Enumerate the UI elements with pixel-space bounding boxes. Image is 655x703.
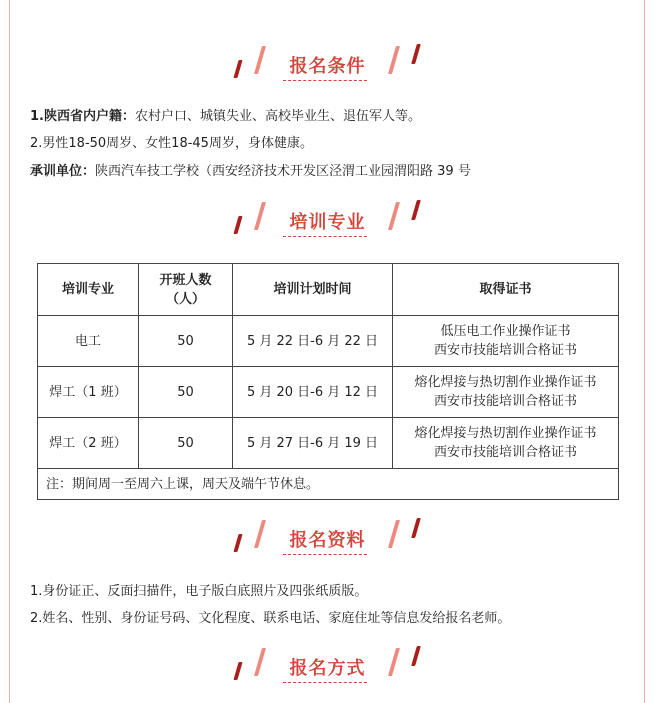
cert-line: 西安市技能培训合格证书: [433, 394, 577, 409]
condition-line-2: 2.男性18-50周岁、女性18-45周岁，身体健康。: [30, 136, 313, 151]
table-note-row: [38, 469, 619, 500]
training-unit: [30, 163, 471, 181]
table-header-row: [38, 264, 619, 316]
section-underline: [283, 682, 367, 683]
cell-count: 50: [139, 316, 233, 367]
table-row: [38, 316, 619, 367]
cell-cert: [393, 367, 619, 418]
section-title: 报名方式: [289, 658, 366, 679]
cert-line: 西安市技能培训合格证书: [433, 343, 577, 358]
section-underline: [283, 80, 367, 81]
cell-count: 50: [139, 418, 233, 469]
material-line-1: 1.身份证正、反面扫描件，电子版白底照片及四张纸质版。: [30, 584, 368, 599]
table-row: [38, 418, 619, 469]
section-underline: [283, 236, 367, 237]
cell-major: 焊工（1 班）: [38, 367, 139, 418]
condition-label: 1.陕西省内户籍：: [30, 109, 135, 124]
table-note: 注：期间周一至周六上课，周天及端午节休息。: [38, 469, 619, 500]
section-title: 报名资料: [289, 530, 366, 551]
section-header-method: [0, 646, 655, 690]
section-header-materials: [0, 518, 655, 562]
cert-line: 低压电工作业操作证书: [440, 324, 571, 339]
cell-cert: [393, 418, 619, 469]
condition-text: 农村户口、城镇失业、高校毕业生、退伍军人等。: [134, 109, 421, 124]
cert-line: 熔化焊接与热切割作业操作证书: [414, 426, 597, 441]
cell-count: 50: [139, 367, 233, 418]
section-header-majors: [0, 200, 655, 244]
cert-line: 熔化焊接与热切割作业操作证书: [414, 375, 597, 390]
cert-line: 西安市技能培训合格证书: [433, 445, 577, 460]
section-header-conditions: [0, 44, 655, 88]
cell-cert: [393, 316, 619, 367]
section-title: 培训专业: [289, 212, 366, 233]
header-major: 培训专业: [38, 264, 139, 316]
header-cert: 取得证书: [393, 264, 619, 316]
condition-line-1: [30, 108, 421, 126]
header-count-line: 开班人数: [159, 272, 212, 288]
unit-text: 陕西汽车技工学校（西安经济技术开发区泾渭工业园渭阳路 39 号: [95, 164, 471, 179]
cell-time: 5 月 22 日-6 月 22 日: [233, 316, 393, 367]
table-row: [38, 367, 619, 418]
header-time: 培训计划时间: [233, 264, 393, 316]
cell-time: 5 月 20 日-6 月 12 日: [233, 367, 393, 418]
section-underline: [283, 554, 367, 555]
cell-major: 电工: [38, 316, 139, 367]
section-title: 报名条件: [289, 56, 366, 77]
material-line-2: 2.姓名、性别、身份证号码、文化程度、联系电话、家庭住址等信息发给报名老师。: [30, 611, 511, 626]
unit-label: 承训单位：: [30, 164, 96, 179]
header-count: [139, 264, 233, 316]
cell-time: 5 月 27 日-6 月 19 日: [233, 418, 393, 469]
training-table: [37, 263, 619, 500]
header-count-unit: （人）: [165, 291, 205, 307]
cell-major: 焊工（2 班）: [38, 418, 139, 469]
